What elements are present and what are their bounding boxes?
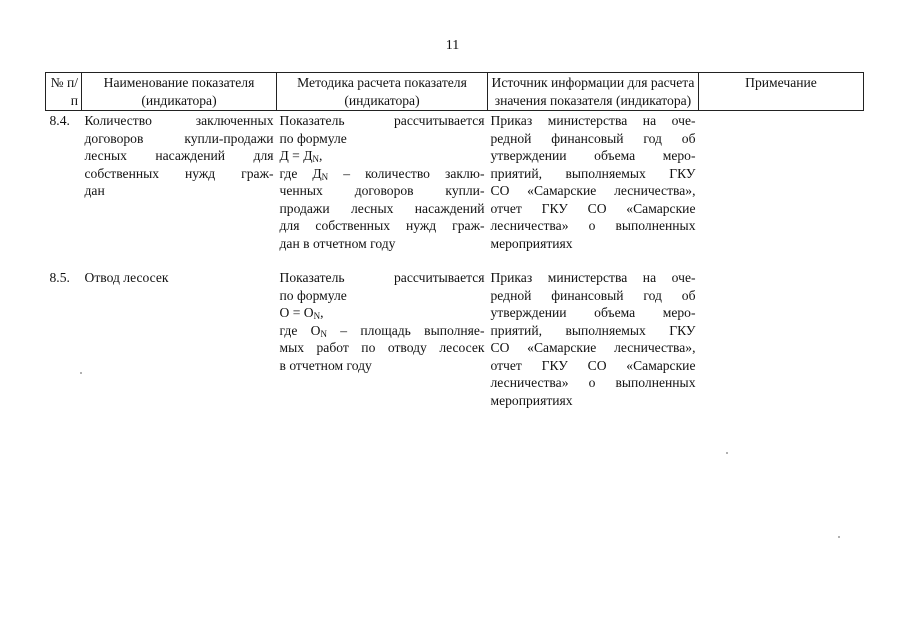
table-body xyxy=(46,111,864,410)
indicator-name xyxy=(82,252,277,409)
note-cell xyxy=(699,111,864,253)
definition-subscript: N xyxy=(320,328,327,339)
formula-left: Д = Д xyxy=(279,148,313,163)
indicator-table xyxy=(45,72,864,409)
scan-speck xyxy=(726,452,728,454)
header-name: Наименование показателя (индикатора) xyxy=(82,73,277,111)
method-line: мых работ по отводу лесосек xyxy=(279,340,485,355)
source-line: Приказ министерства на оче- xyxy=(490,113,696,128)
calculation-method xyxy=(277,111,488,253)
table-row xyxy=(46,111,864,253)
indicator-name-line: договоров купли-продажи xyxy=(84,130,274,146)
source-line: приятий, выполняемых ГКУ xyxy=(490,165,696,181)
indicator-name-line: Отвод лесосек xyxy=(84,270,169,285)
source-line: утверждении объема меро- xyxy=(490,148,696,163)
method-line: Показатель рассчитывается xyxy=(279,113,485,128)
source-line: мероприятиях xyxy=(490,392,573,408)
definition-prefix: где О xyxy=(279,322,321,338)
header-source: Источник информации для расчета значения показателя (индикатора) xyxy=(488,73,699,111)
source-line: лесничества» о выполненных xyxy=(490,375,696,390)
source-line: редной финансовый год об xyxy=(490,287,696,303)
method-line: по формуле xyxy=(279,287,347,303)
header-method: Методика расчета показателя (индикатора) xyxy=(277,73,488,111)
calculation-method xyxy=(277,252,488,409)
indicator-name-line: лесных насаждений для xyxy=(84,148,274,163)
indicator-name-line: собственных нужд граж- xyxy=(84,165,274,181)
method-line: по формуле xyxy=(279,130,347,146)
source-line: отчет ГКУ СО «Самарские xyxy=(490,200,696,216)
header-note: Примечание xyxy=(699,73,864,111)
scan-speck xyxy=(838,536,840,538)
definition-text: – площадь выполняе- xyxy=(326,322,485,338)
scan-speck xyxy=(80,372,82,374)
method-line: дан в отчетном году xyxy=(279,235,396,251)
formula-definition xyxy=(280,165,485,183)
header-num: № п/п xyxy=(46,73,82,111)
table-header-row xyxy=(46,73,864,111)
page-number: 11 xyxy=(445,38,460,53)
formula xyxy=(280,147,485,165)
row-number: 8.5. xyxy=(49,270,70,285)
source-line: СО «Самарские лесничества», xyxy=(490,183,696,198)
formula-definition xyxy=(280,322,485,340)
method-line: в отчетном году xyxy=(279,357,372,373)
definition-subscript: N xyxy=(321,171,329,182)
table-row xyxy=(46,252,864,409)
note-cell xyxy=(699,252,864,409)
formula-tail: , xyxy=(319,148,323,163)
information-source xyxy=(488,252,699,409)
method-line: для собственных нужд граж- xyxy=(279,218,485,233)
source-line: отчет ГКУ СО «Самарские xyxy=(490,357,696,373)
method-line: Показатель рассчитывается xyxy=(279,270,485,285)
indicator-name-line: Количество заключенных xyxy=(84,113,274,128)
source-line: СО «Самарские лесничества», xyxy=(490,340,696,355)
formula xyxy=(280,304,485,322)
formula-tail: , xyxy=(320,305,324,320)
source-line: мероприятиях xyxy=(490,235,573,251)
formula-subscript: N xyxy=(313,311,321,321)
source-line: лесничества» о выполненных xyxy=(490,218,696,233)
indicator-name xyxy=(82,111,277,253)
definition-prefix: где Д xyxy=(279,165,322,181)
definition-text: – количество заклю- xyxy=(328,165,485,181)
method-line: продажи лесных насаждений xyxy=(279,200,485,216)
formula-subscript: N xyxy=(312,154,320,164)
method-line: ченных договоров купли- xyxy=(279,183,485,198)
row-number: 8.4. xyxy=(49,113,70,128)
information-source xyxy=(488,111,699,253)
source-line: утверждении объема меро- xyxy=(490,305,696,320)
source-line: редной финансовый год об xyxy=(490,130,696,146)
formula-left: О = О xyxy=(279,305,314,320)
indicator-name-line: дан xyxy=(84,183,105,198)
source-line: приятий, выполняемых ГКУ xyxy=(490,322,696,338)
source-line: Приказ министерства на оче- xyxy=(490,270,696,285)
